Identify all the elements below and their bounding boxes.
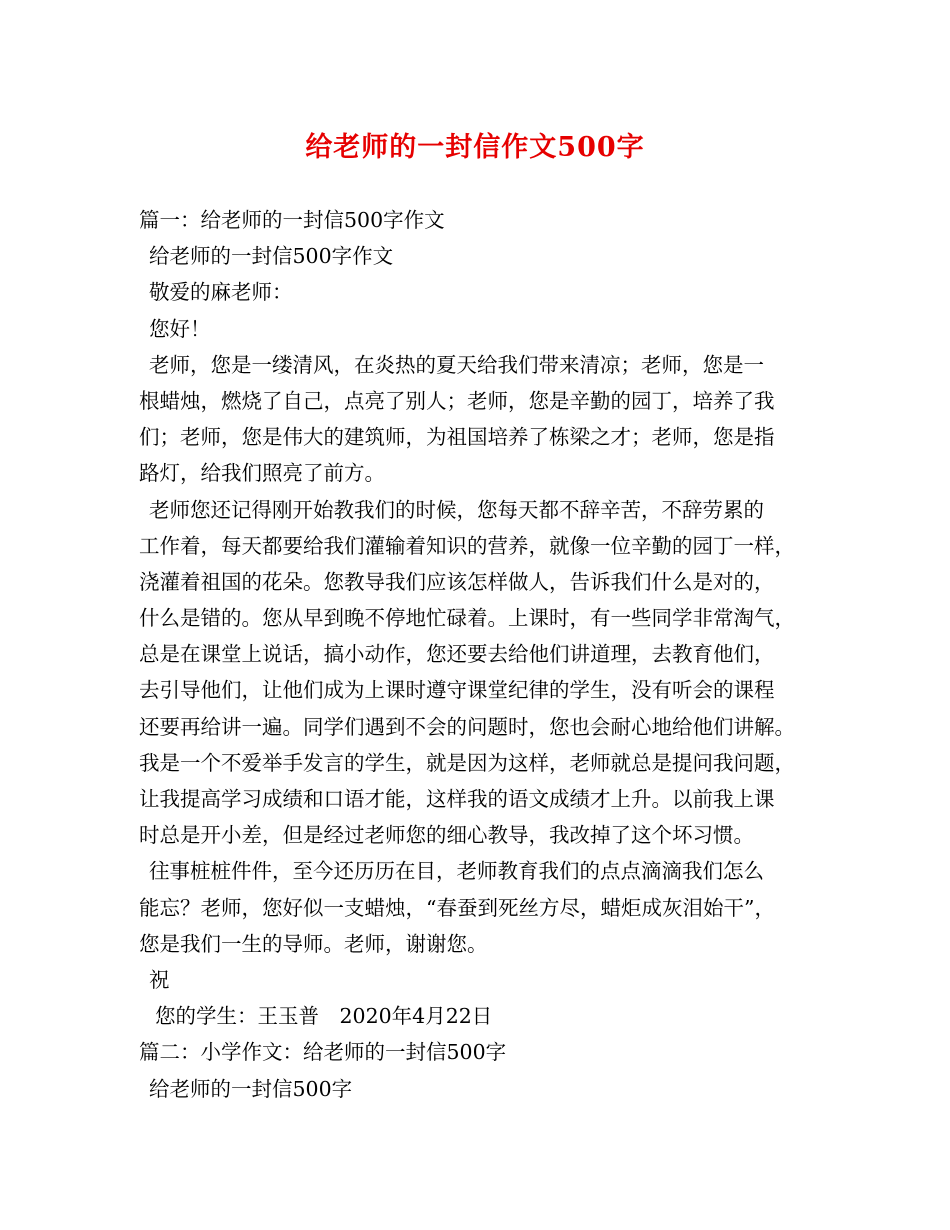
text-line: 能忘？老师，您好似一支蜡烛，“春蚕到死丝方尽，蜡炬成灰泪始干”，: [139, 895, 775, 920]
text-line: 们；老师，您是伟大的建筑师，为祖国培养了栋梁之才；老师，您是指: [139, 425, 775, 450]
text-line: 敬爱的麻老师：: [149, 280, 293, 305]
text-line: 您好！: [149, 316, 211, 341]
text-line: 老师您还记得刚开始教我们的时候，您每天都不辞辛苦，不辞劳累的: [149, 497, 764, 522]
text-line: 还要再给讲一遍。同学们遇到不会的问题时，您也会耐心地给他们讲解。: [139, 714, 795, 739]
text-line: 祝: [149, 967, 170, 992]
text-line: 给老师的一封信500字作文: [149, 244, 394, 269]
text-line: 根蜡烛，燃烧了自己，点亮了别人；老师，您是辛勤的园丁，培养了我: [139, 388, 775, 413]
page-title: 给老师的一封信作文500字: [305, 132, 645, 163]
text-line: 老师，您是一缕清风，在炎热的夏天给我们带来清凉；老师，您是一: [149, 352, 764, 377]
text-line: 浇灌着祖国的花朵。您教导我们应该怎样做人，告诉我们什么是对的，: [139, 569, 775, 594]
text-line: 您的学生：王玉普 2020年4月22日: [155, 1004, 493, 1029]
text-line: 往事桩桩件件，至今还历历在目，老师教育我们的点点滴滴我们怎么: [149, 859, 764, 884]
text-line: 篇一：给老师的一封信500字作文: [139, 208, 445, 232]
text-line: 路灯，给我们照亮了前方。: [139, 461, 385, 486]
text-line: 去引导他们，让他们成为上课时遵守课堂纪律的学生，没有听会的课程: [139, 678, 775, 703]
text-line: 给老师的一封信500字: [149, 1076, 353, 1101]
text-line: 工作着，每天都要给我们灌输着知识的营养，就像一位辛勤的园丁一样，: [139, 533, 795, 558]
text-line: 总是在课堂上说话，搞小动作，您还要去给他们讲道理，去教育他们，: [139, 642, 775, 667]
text-line: 让我提高学习成绩和口语才能，这样我的语文成绩才上升。以前我上课: [139, 787, 775, 811]
text-line: 篇二：小学作文：给老师的一封信500字: [139, 1040, 507, 1065]
text-line: 什么是错的。您从早到晚不停地忙碌着。上课时，有一些同学非常淘气，: [139, 606, 795, 631]
document-body: [139, 202, 819, 1107]
text-line: 时总是开小差，但是经过老师您的细心教导，我改掉了这个坏习惯。: [139, 823, 754, 848]
text-line: 您是我们一生的导师。老师，谢谢您。: [139, 931, 488, 956]
text-line: 我是一个不爱举手发言的学生，就是因为这样，老师就总是提问我问题，: [139, 750, 795, 775]
